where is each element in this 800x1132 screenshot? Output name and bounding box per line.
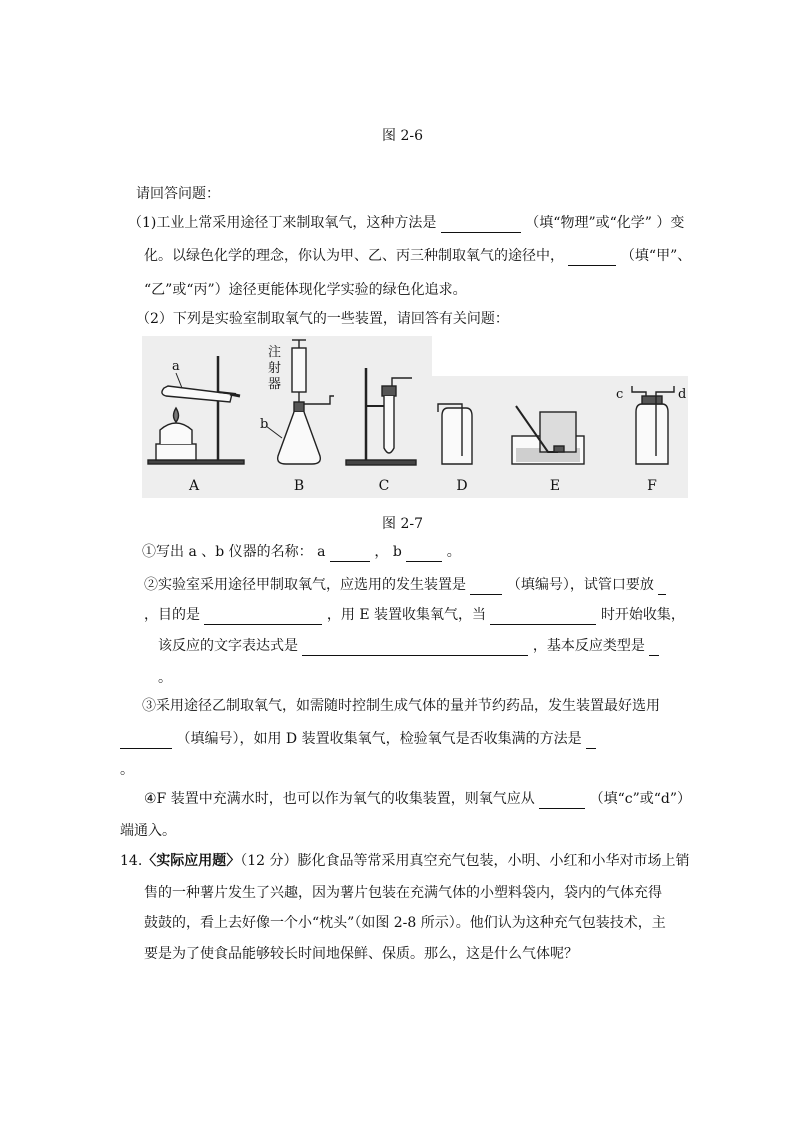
- label-b: b: [260, 417, 269, 432]
- apparatus-d: [438, 404, 472, 464]
- label-a: a: [172, 359, 180, 374]
- q14-line-4: 要是为了使食品能够较长时间地保鲜、保质。那么，这是什么气体呢？: [144, 946, 578, 962]
- figure-caption-2-6: 图 2-6: [382, 128, 423, 144]
- sub2-line-3: [158, 636, 659, 656]
- apparatus-drawing: [142, 336, 688, 498]
- sub1-text-b: ， b: [374, 544, 402, 560]
- q14-text-1: （12 分）膨化食品等常采用真空充气包装，小明、小红和小华对市场上销: [240, 853, 690, 869]
- q1-blank-1[interactable]: [441, 216, 521, 233]
- sub3-line-2: [120, 729, 596, 749]
- syringe-char-1: 注: [268, 345, 282, 360]
- letter-e: E: [549, 478, 561, 494]
- sub4-text-a: ④F 装置中充满水时，也可以作为氧气的收集装置，则氧气应从: [144, 791, 535, 807]
- sub2-line-1: [144, 575, 666, 595]
- q1-line-3: “乙”或“丙”）途径更能体现化学实验的绿色化追求。: [144, 282, 467, 298]
- letter-a: A: [188, 478, 200, 494]
- q14-number: 14.: [120, 853, 143, 869]
- sub2-line-4: 。: [158, 670, 172, 686]
- sub1-text-a: ①写出 a 、b 仪器的名称： a: [142, 544, 326, 560]
- sub2-text-c: ，目的是: [144, 607, 200, 623]
- sub1-text-c: 。: [446, 544, 461, 560]
- q1-line-1: [128, 213, 684, 233]
- q1-text-c: 化。以绿色化学的理念，你认为甲、乙、丙三种制取氧气的途径中，: [144, 248, 564, 264]
- letter-c: C: [378, 478, 390, 494]
- sub1-line: [142, 542, 461, 562]
- q1-line-2: [144, 246, 691, 266]
- blank-generator[interactable]: [470, 578, 502, 595]
- q14-line-1: [120, 851, 690, 871]
- q1-text-d: （填“甲”、: [620, 248, 692, 264]
- sub3-line-1: ③采用途径乙制取氧气，如需随时控制生成气体的量并节约药品，发生装置最好选用: [142, 698, 660, 714]
- sub2-text-b: （填编号），试管口要放: [506, 577, 654, 593]
- sub2-line-2: [144, 605, 685, 625]
- label-c: c: [616, 387, 624, 402]
- letter-d: D: [456, 478, 468, 494]
- sub4-line-1: [144, 789, 691, 809]
- sub4-text-b: （填“c”或“d”）: [589, 791, 692, 807]
- q14-line-2: 售的一种薯片发生了兴趣，因为薯片包装在充满气体的小塑料袋内，袋内的气体充得: [144, 885, 662, 901]
- syringe-char-3: 器: [268, 377, 282, 392]
- letter-b: B: [293, 478, 305, 494]
- syringe-char-2: 射: [268, 361, 282, 376]
- apparatus-figure: [142, 336, 688, 498]
- label-d: d: [678, 387, 687, 402]
- sub4-line-2: 端通入。: [120, 823, 176, 839]
- blank-a-name[interactable]: [330, 545, 370, 562]
- blank-purpose[interactable]: [204, 608, 322, 625]
- blank-reaction-type[interactable]: [649, 639, 659, 656]
- sub3-text-a: （填编号），如用 D 装置收集氧气，检验氧气是否收集满的方法是: [176, 731, 582, 747]
- q14-line-3: 鼓鼓的，看上去好像一个小“枕头”（如图 2-8 所示）。他们认为这种充气包装技术，主: [144, 915, 666, 931]
- figure-caption-2-7: 图 2-7: [382, 516, 423, 532]
- q1-text-a: （1)工业上常采用途径丁来制取氧气，这种方法是: [128, 215, 437, 231]
- q14-tag: 〈实际应用题〉: [142, 853, 241, 869]
- blank-tube-mouth[interactable]: [658, 578, 666, 595]
- prompt-text: 请回答问题：: [136, 186, 220, 202]
- sub2-text-a: ②实验室采用途径甲制取氧气，应选用的发生装置是: [144, 577, 466, 593]
- sub2-text-d: ，用 E 装置收集氧气，当: [326, 607, 487, 623]
- q1-text-b: （填“物理”或“化学” ）变: [525, 215, 685, 231]
- blank-check-method[interactable]: [586, 732, 596, 749]
- sub2-text-g: ，基本反应类型是: [532, 638, 645, 654]
- sub2-text-f: 该反应的文字表达式是: [158, 638, 298, 654]
- blank-generator-2[interactable]: [120, 732, 172, 749]
- letter-f: F: [647, 478, 657, 494]
- sub2-text-e: 时开始收集，: [600, 607, 685, 623]
- q1-blank-2[interactable]: [568, 249, 616, 266]
- blank-collect-time[interactable]: [490, 608, 596, 625]
- q2-intro: （2）下列是实验室制取氧气的一些装置，请回答有关问题：: [136, 311, 509, 327]
- blank-b-name[interactable]: [406, 545, 442, 562]
- blank-inlet[interactable]: [539, 792, 585, 809]
- sub3-line-3: 。: [120, 762, 134, 778]
- blank-equation[interactable]: [302, 639, 528, 656]
